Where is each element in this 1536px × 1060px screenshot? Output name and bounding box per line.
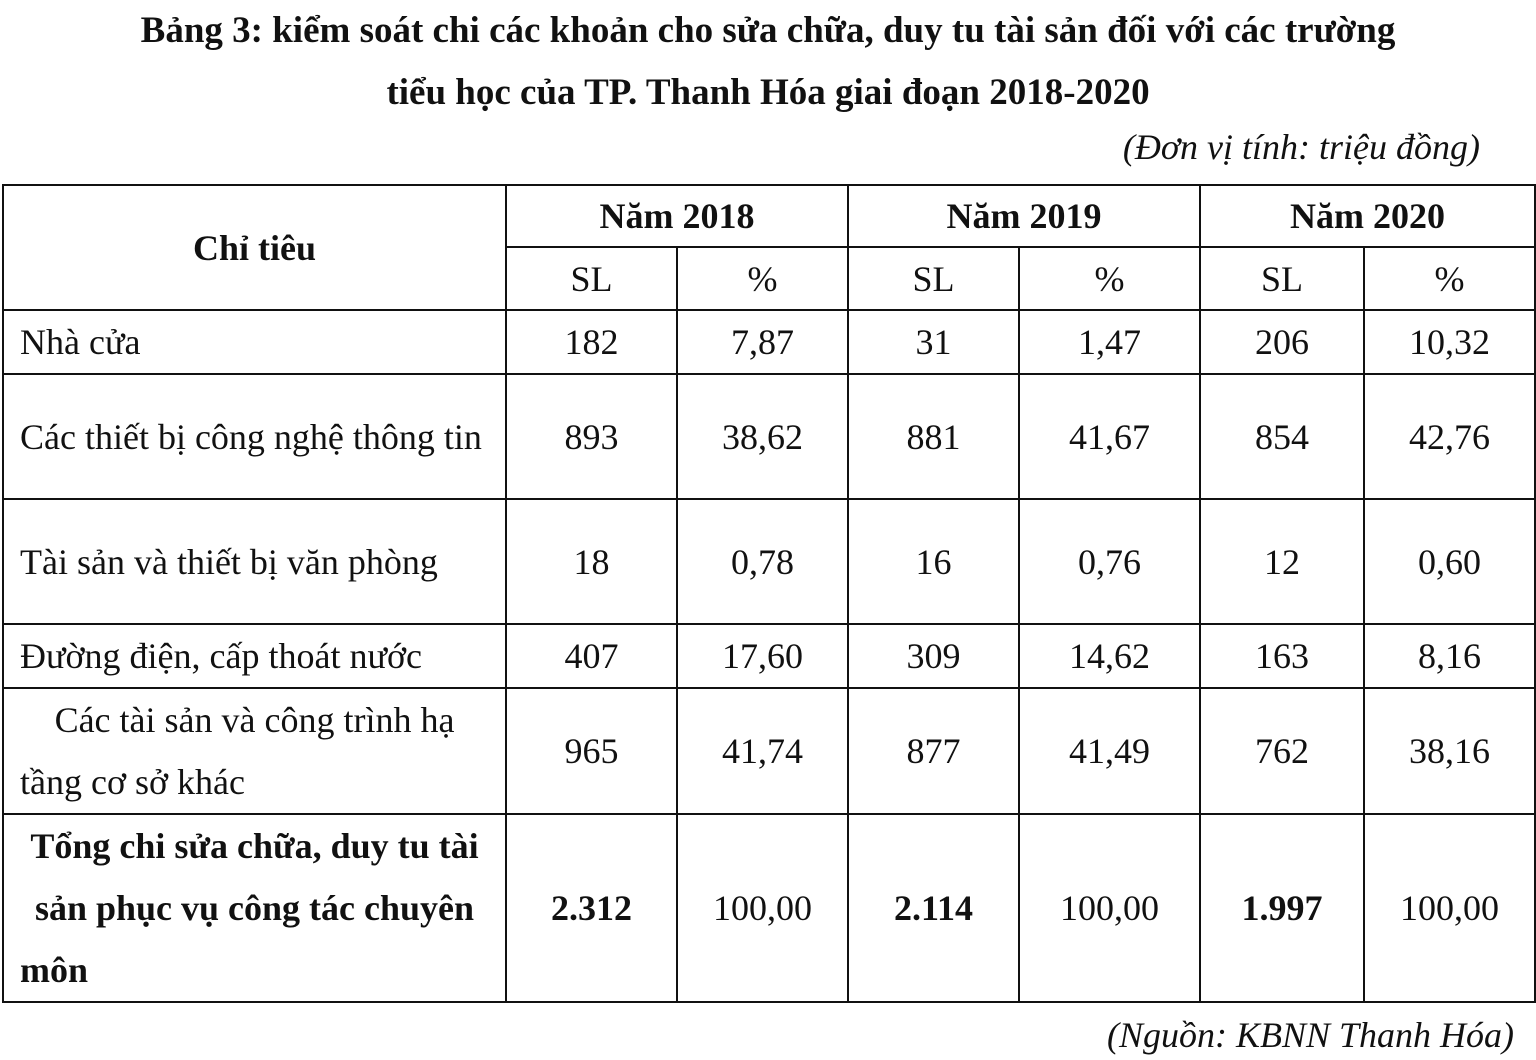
cell-sl-2018: 182 (506, 310, 677, 374)
cell-pct-2020: 100,00 (1364, 814, 1535, 1002)
header-indicator: Chỉ tiêu (3, 185, 506, 310)
table-title (0, 0, 1536, 124)
header-sub-sl-2018: SL (506, 247, 677, 310)
cell-sl-2019: 877 (848, 688, 1019, 814)
cell-pct-2020: 10,32 (1364, 310, 1535, 374)
header-sub-pct-2019: % (1019, 247, 1200, 310)
table-row-total (3, 814, 1535, 1002)
table-title-line-1: Bảng 3: kiểm soát chi các khoản cho sửa chữa, duy tu tài sản đối với các trường (140, 10, 1396, 51)
table-row (3, 499, 1535, 624)
header-sub-sl-2019: SL (848, 247, 1019, 310)
cell-sl-2019: 881 (848, 374, 1019, 499)
table-row (3, 624, 1535, 688)
cell-sl-2020: 854 (1200, 374, 1364, 499)
header-sub-pct-2018: % (677, 247, 848, 310)
cell-sl-2019: 2.114 (848, 814, 1019, 1002)
header-year-2019: Năm 2019 (848, 185, 1200, 247)
header-year-2020: Năm 2020 (1200, 185, 1535, 247)
cell-sl-2020: 163 (1200, 624, 1364, 688)
header-sub-pct-2020: % (1364, 247, 1535, 310)
row-label: Đường điện, cấp thoát nước (3, 624, 506, 688)
row-label: Các thiết bị công nghệ thông tin (3, 374, 506, 499)
header-row-years (3, 185, 1535, 247)
cell-pct-2020: 8,16 (1364, 624, 1535, 688)
cell-sl-2018: 18 (506, 499, 677, 624)
cell-pct-2019: 41,49 (1019, 688, 1200, 814)
cell-sl-2019: 31 (848, 310, 1019, 374)
cell-pct-2019: 100,00 (1019, 814, 1200, 1002)
source-note: (Nguồn: KBNN Thanh Hóa) (1106, 1015, 1514, 1055)
cell-sl-2020: 762 (1200, 688, 1364, 814)
cell-sl-2018: 965 (506, 688, 677, 814)
cell-sl-2018: 2.312 (506, 814, 677, 1002)
table-row (3, 374, 1535, 499)
cell-pct-2019: 1,47 (1019, 310, 1200, 374)
row-label: Nhà cửa (3, 310, 506, 374)
expenditure-table (2, 184, 1536, 1003)
row-label: Tài sản và thiết bị văn phòng (3, 499, 506, 624)
table-title-line-2: tiểu học của TP. Thanh Hóa giai đoạn 2018-2020 (386, 72, 1150, 113)
table-row (3, 310, 1535, 374)
cell-sl-2018: 893 (506, 374, 677, 499)
cell-pct-2018: 17,60 (677, 624, 848, 688)
row-label-total: Tổng chi sửa chữa, duy tu tài sản phục vụ công tác chuyên môn (3, 814, 506, 1002)
cell-pct-2018: 0,78 (677, 499, 848, 624)
header-sub-sl-2020: SL (1200, 247, 1364, 310)
cell-pct-2019: 41,67 (1019, 374, 1200, 499)
cell-pct-2020: 42,76 (1364, 374, 1535, 499)
cell-pct-2018: 41,74 (677, 688, 848, 814)
unit-note: (Đơn vị tính: triệu đồng) (1122, 127, 1480, 167)
row-label: Các tài sản và công trình hạ tầng cơ sở khác (3, 688, 506, 814)
cell-pct-2020: 38,16 (1364, 688, 1535, 814)
table-row (3, 688, 1535, 814)
cell-sl-2018: 407 (506, 624, 677, 688)
header-year-2018: Năm 2018 (506, 185, 848, 247)
cell-pct-2020: 0,60 (1364, 499, 1535, 624)
cell-pct-2019: 0,76 (1019, 499, 1200, 624)
cell-sl-2020: 206 (1200, 310, 1364, 374)
cell-sl-2020: 12 (1200, 499, 1364, 624)
cell-sl-2019: 16 (848, 499, 1019, 624)
cell-pct-2019: 14,62 (1019, 624, 1200, 688)
cell-pct-2018: 38,62 (677, 374, 848, 499)
cell-pct-2018: 7,87 (677, 310, 848, 374)
cell-sl-2020: 1.997 (1200, 814, 1364, 1002)
cell-pct-2018: 100,00 (677, 814, 848, 1002)
cell-sl-2019: 309 (848, 624, 1019, 688)
